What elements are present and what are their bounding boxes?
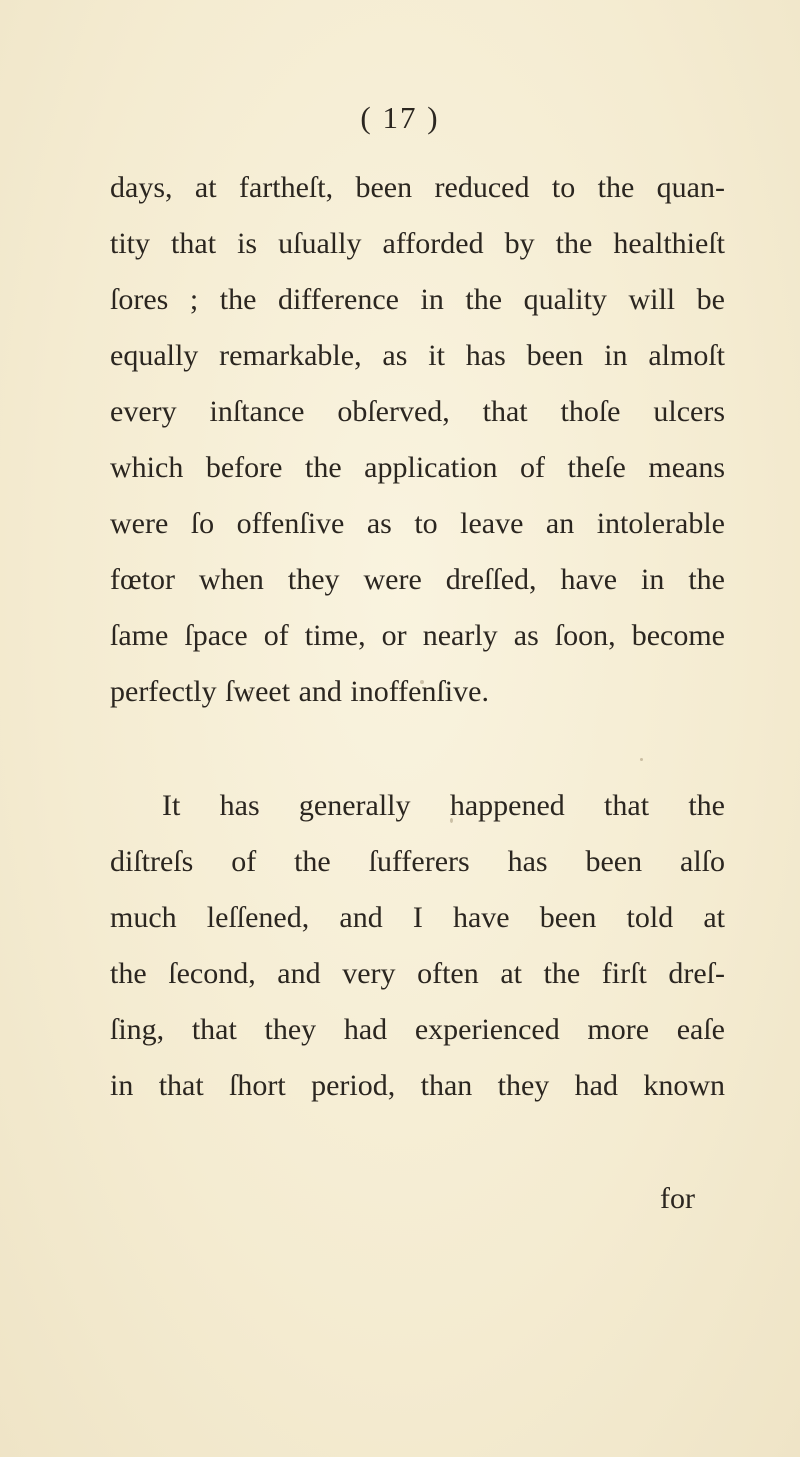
text-line: days, at fartheſt, been reduced to the quan- [110,171,725,204]
paper-speck [420,680,424,684]
text-line: much leſſened, and I have been told at [110,901,725,934]
page-number: ( 17 ) [360,100,440,135]
paragraph [110,160,725,720]
text-line: equally remarkable, as it has been in almoſt [110,339,725,372]
text-line: which before the application of theſe means [110,451,725,484]
text-line: tity that is uſually afforded by the healthieſt [110,227,725,260]
text-line: every inſtance obſerved, that thoſe ulcers [110,395,725,428]
text-line: ſores ; the difference in the quality will be [110,283,725,316]
text-line: It has generally happened that the [162,789,725,822]
text-line: were ſo offenſive as to leave an intolerable [110,507,725,540]
paper-speck [640,758,643,761]
text-line: ſame ſpace of time, or nearly as ſoon, become [110,619,725,652]
paper-speck [248,690,251,693]
body-text [110,160,725,1114]
catchword: for [660,1182,695,1215]
paragraph [110,778,725,1114]
text-line: perfectly ſweet and inoffenſive. [110,675,489,708]
text-line: diſtreſs of the ſufferers has been alſo [110,845,725,878]
paper-speck [450,818,453,823]
paragraph-gap [110,720,725,778]
text-line: the ſecond, and very often at the firſt dreſ- [110,957,725,990]
text-line: in that ſhort period, than they had known [110,1069,725,1102]
text-line: ſing, that they had experienced more eaſe [110,1013,725,1046]
text-line: fœtor when they were dreſſed, have in the [110,563,725,596]
